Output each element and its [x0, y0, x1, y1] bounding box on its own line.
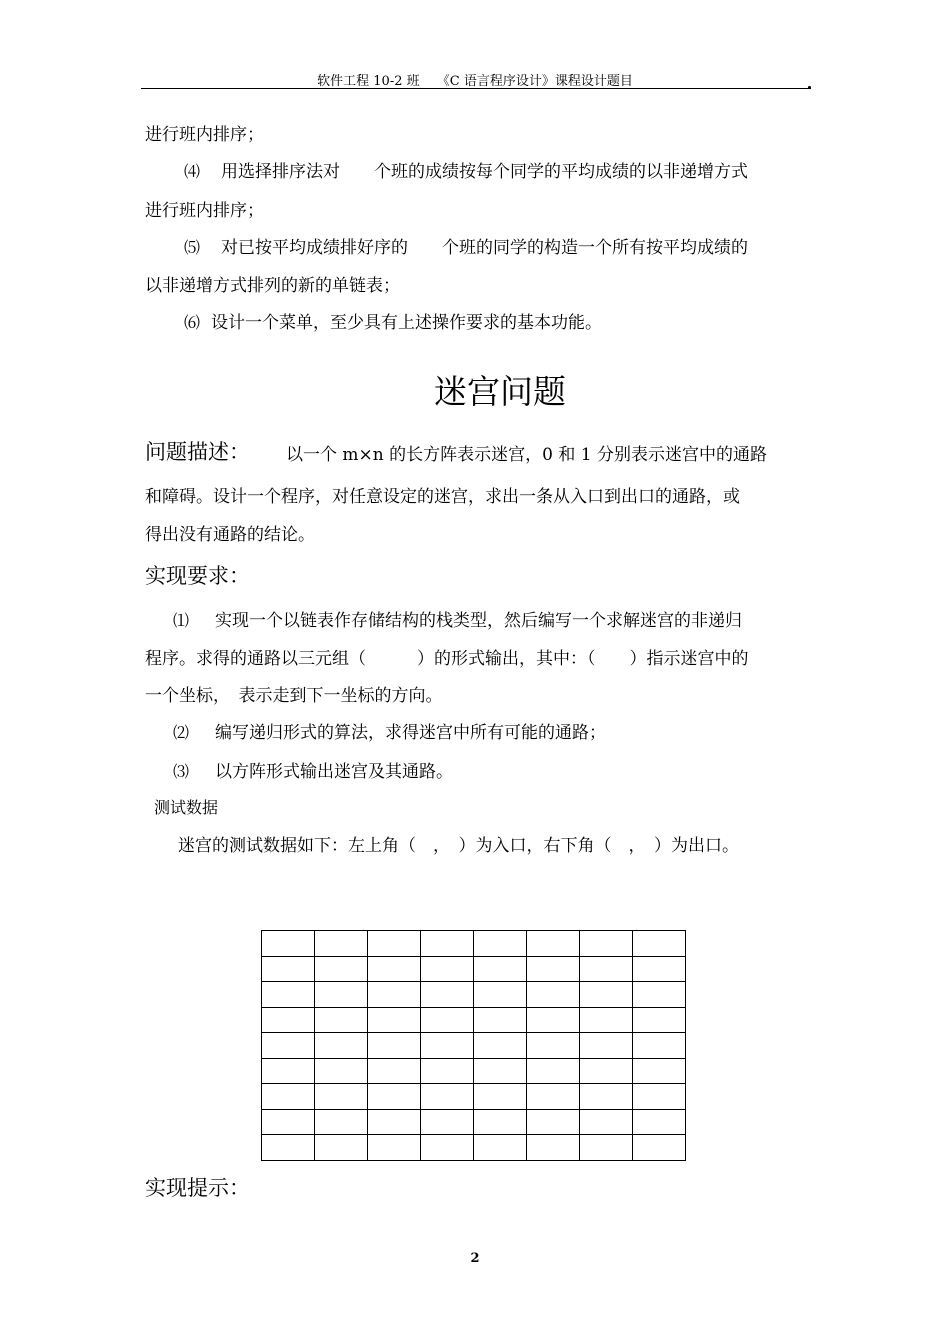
maze-grid-cell	[262, 982, 315, 1008]
maze-grid-cell	[527, 956, 580, 982]
test-data-text: 迷宫的测试数据如下：左上角（ ， ）为入口，右下角（ ， ）为出口。	[178, 836, 739, 856]
maze-grid-row	[262, 1007, 686, 1033]
maze-grid-cell	[527, 1084, 580, 1110]
maze-grid-cell	[633, 931, 686, 957]
maze-grid-cell	[315, 956, 368, 982]
maze-grid-cell	[474, 1135, 527, 1161]
req1-line2: 程序。求得的通路以三元组（ ）的形式输出，其中：（ ）指示迷宫中的	[145, 649, 749, 669]
page-number: 2	[470, 1251, 480, 1266]
req1-number: ⑴	[173, 611, 190, 630]
maze-grid-cell	[474, 1007, 527, 1033]
maze-grid-cell	[315, 1058, 368, 1084]
maze-grid-cell	[421, 1058, 474, 1084]
maze-grid-cell	[633, 1084, 686, 1110]
maze-grid-cell	[527, 1033, 580, 1059]
maze-grid-cell	[315, 1033, 368, 1059]
maze-grid-cell	[633, 982, 686, 1008]
maze-grid-cell	[315, 1109, 368, 1135]
maze-grid-cell	[262, 1033, 315, 1059]
maze-grid-cell	[368, 1058, 421, 1084]
maze-grid-cell	[368, 982, 421, 1008]
item4-continuation: 进行班内排序；	[145, 201, 264, 221]
maze-grid-cell	[633, 1058, 686, 1084]
item6-number: ⑹	[184, 313, 201, 332]
maze-grid-cell	[421, 931, 474, 957]
maze-grid-cell	[474, 1058, 527, 1084]
maze-grid-cell	[580, 1007, 633, 1033]
maze-grid-cell	[315, 1135, 368, 1161]
maze-grid-cell	[580, 1135, 633, 1161]
maze-grid-cell	[580, 1084, 633, 1110]
header-rule	[141, 88, 811, 89]
maze-grid-cell	[527, 1135, 580, 1161]
maze-grid-cell	[262, 1084, 315, 1110]
prev-line1: 进行班内排序；	[145, 125, 264, 145]
maze-grid-row	[262, 1109, 686, 1135]
problem-description-line3: 得出没有通路的结论。	[145, 525, 315, 545]
maze-grid-cell	[474, 1109, 527, 1135]
maze-grid	[261, 930, 686, 1161]
maze-grid-cell	[474, 1033, 527, 1059]
maze-grid-row	[262, 982, 686, 1008]
maze-grid-cell	[421, 982, 474, 1008]
maze-grid-cell	[527, 1058, 580, 1084]
maze-grid-row	[262, 931, 686, 957]
item4-number: ⑷	[184, 162, 201, 181]
item5-number: ⑸	[184, 238, 201, 257]
header-rule-dot	[808, 86, 811, 89]
implementation-hints-label: 实现提示：	[145, 1176, 250, 1200]
maze-grid-cell	[421, 1109, 474, 1135]
maze-grid-cell	[262, 1135, 315, 1161]
maze-grid-cell	[368, 1135, 421, 1161]
page-header: 软件工程 10-2 班 《C 语言程序设计》课程设计题目	[317, 74, 633, 89]
problem-description-label: 问题描述：	[145, 440, 250, 464]
maze-grid-cell	[421, 1135, 474, 1161]
maze-grid-cell	[262, 1109, 315, 1135]
maze-grid-cell	[368, 1033, 421, 1059]
maze-grid-cell	[368, 956, 421, 982]
maze-grid-cell	[474, 931, 527, 957]
section-title: 迷宫问题	[434, 372, 566, 411]
maze-grid-cell	[315, 931, 368, 957]
item5-continuation: 以非递增方式排列的新的单链表；	[145, 276, 400, 296]
maze-grid-cell	[580, 1109, 633, 1135]
maze-grid-cell	[580, 931, 633, 957]
maze-grid-cell	[633, 1135, 686, 1161]
maze-grid-row	[262, 1084, 686, 1110]
maze-grid-cell	[368, 931, 421, 957]
item4-text: 用选择排序法对 个班的成绩按每个同学的平均成绩的以非递增方式	[221, 162, 748, 182]
maze-grid-cell	[633, 1007, 686, 1033]
maze-grid-row	[262, 1033, 686, 1059]
maze-grid-cell	[527, 1007, 580, 1033]
maze-grid-cell	[580, 956, 633, 982]
maze-grid-cell	[527, 1109, 580, 1135]
maze-grid-cell	[315, 1084, 368, 1110]
req1-line1: 实现一个以链表作存储结构的栈类型，然后编写一个求解迷宫的非递归	[215, 611, 742, 631]
maze-grid-row	[262, 956, 686, 982]
test-data-label: 测试数据	[154, 798, 219, 817]
maze-grid-cell	[527, 982, 580, 1008]
maze-grid-cell	[633, 956, 686, 982]
maze-grid-cell	[527, 931, 580, 957]
maze-grid-cell	[633, 1033, 686, 1059]
problem-description-line1: 以一个 m×n 的长方阵表示迷宫，0 和 1 分别表示迷宫中的通路	[286, 445, 767, 465]
maze-grid-cell	[368, 1007, 421, 1033]
maze-grid-cell	[262, 1007, 315, 1033]
maze-grid-row	[262, 1058, 686, 1084]
requirements-label: 实现要求：	[145, 564, 250, 588]
maze-grid-cell	[315, 982, 368, 1008]
item6-text: 设计一个菜单，至少具有上述操作要求的基本功能。	[211, 313, 602, 333]
maze-grid-cell	[315, 1007, 368, 1033]
req2-text: 编写递归形式的算法，求得迷宫中所有可能的通路；	[215, 723, 606, 743]
maze-grid-cell	[262, 1058, 315, 1084]
maze-grid-cell	[368, 1084, 421, 1110]
maze-grid-row	[262, 1135, 686, 1161]
maze-grid-cell	[580, 982, 633, 1008]
maze-grid-cell	[474, 956, 527, 982]
maze-grid-cell	[262, 931, 315, 957]
problem-description-line2: 和障碍。设计一个程序，对任意设定的迷宫，求出一条从入口到出口的通路，或	[145, 487, 740, 507]
maze-grid-cell	[368, 1109, 421, 1135]
maze-grid-cell	[474, 982, 527, 1008]
maze-grid-cell	[421, 1033, 474, 1059]
maze-grid-cell	[262, 956, 315, 982]
maze-grid-cell	[633, 1109, 686, 1135]
req1-line3: 一个坐标， 表示走到下一坐标的方向。	[145, 686, 443, 706]
maze-grid-cell	[421, 1084, 474, 1110]
maze-grid-cell	[421, 956, 474, 982]
maze-grid-cell	[474, 1084, 527, 1110]
maze-grid-cell	[421, 1007, 474, 1033]
req2-number: ⑵	[173, 723, 190, 742]
maze-grid-cell	[580, 1058, 633, 1084]
item5-text: 对已按平均成绩排好序的 个班的同学的构造一个所有按平均成绩的	[221, 238, 748, 258]
maze-grid-cell	[580, 1033, 633, 1059]
req3-text: 以方阵形式输出迷宫及其通路。	[215, 762, 453, 782]
req3-number: ⑶	[173, 762, 190, 781]
